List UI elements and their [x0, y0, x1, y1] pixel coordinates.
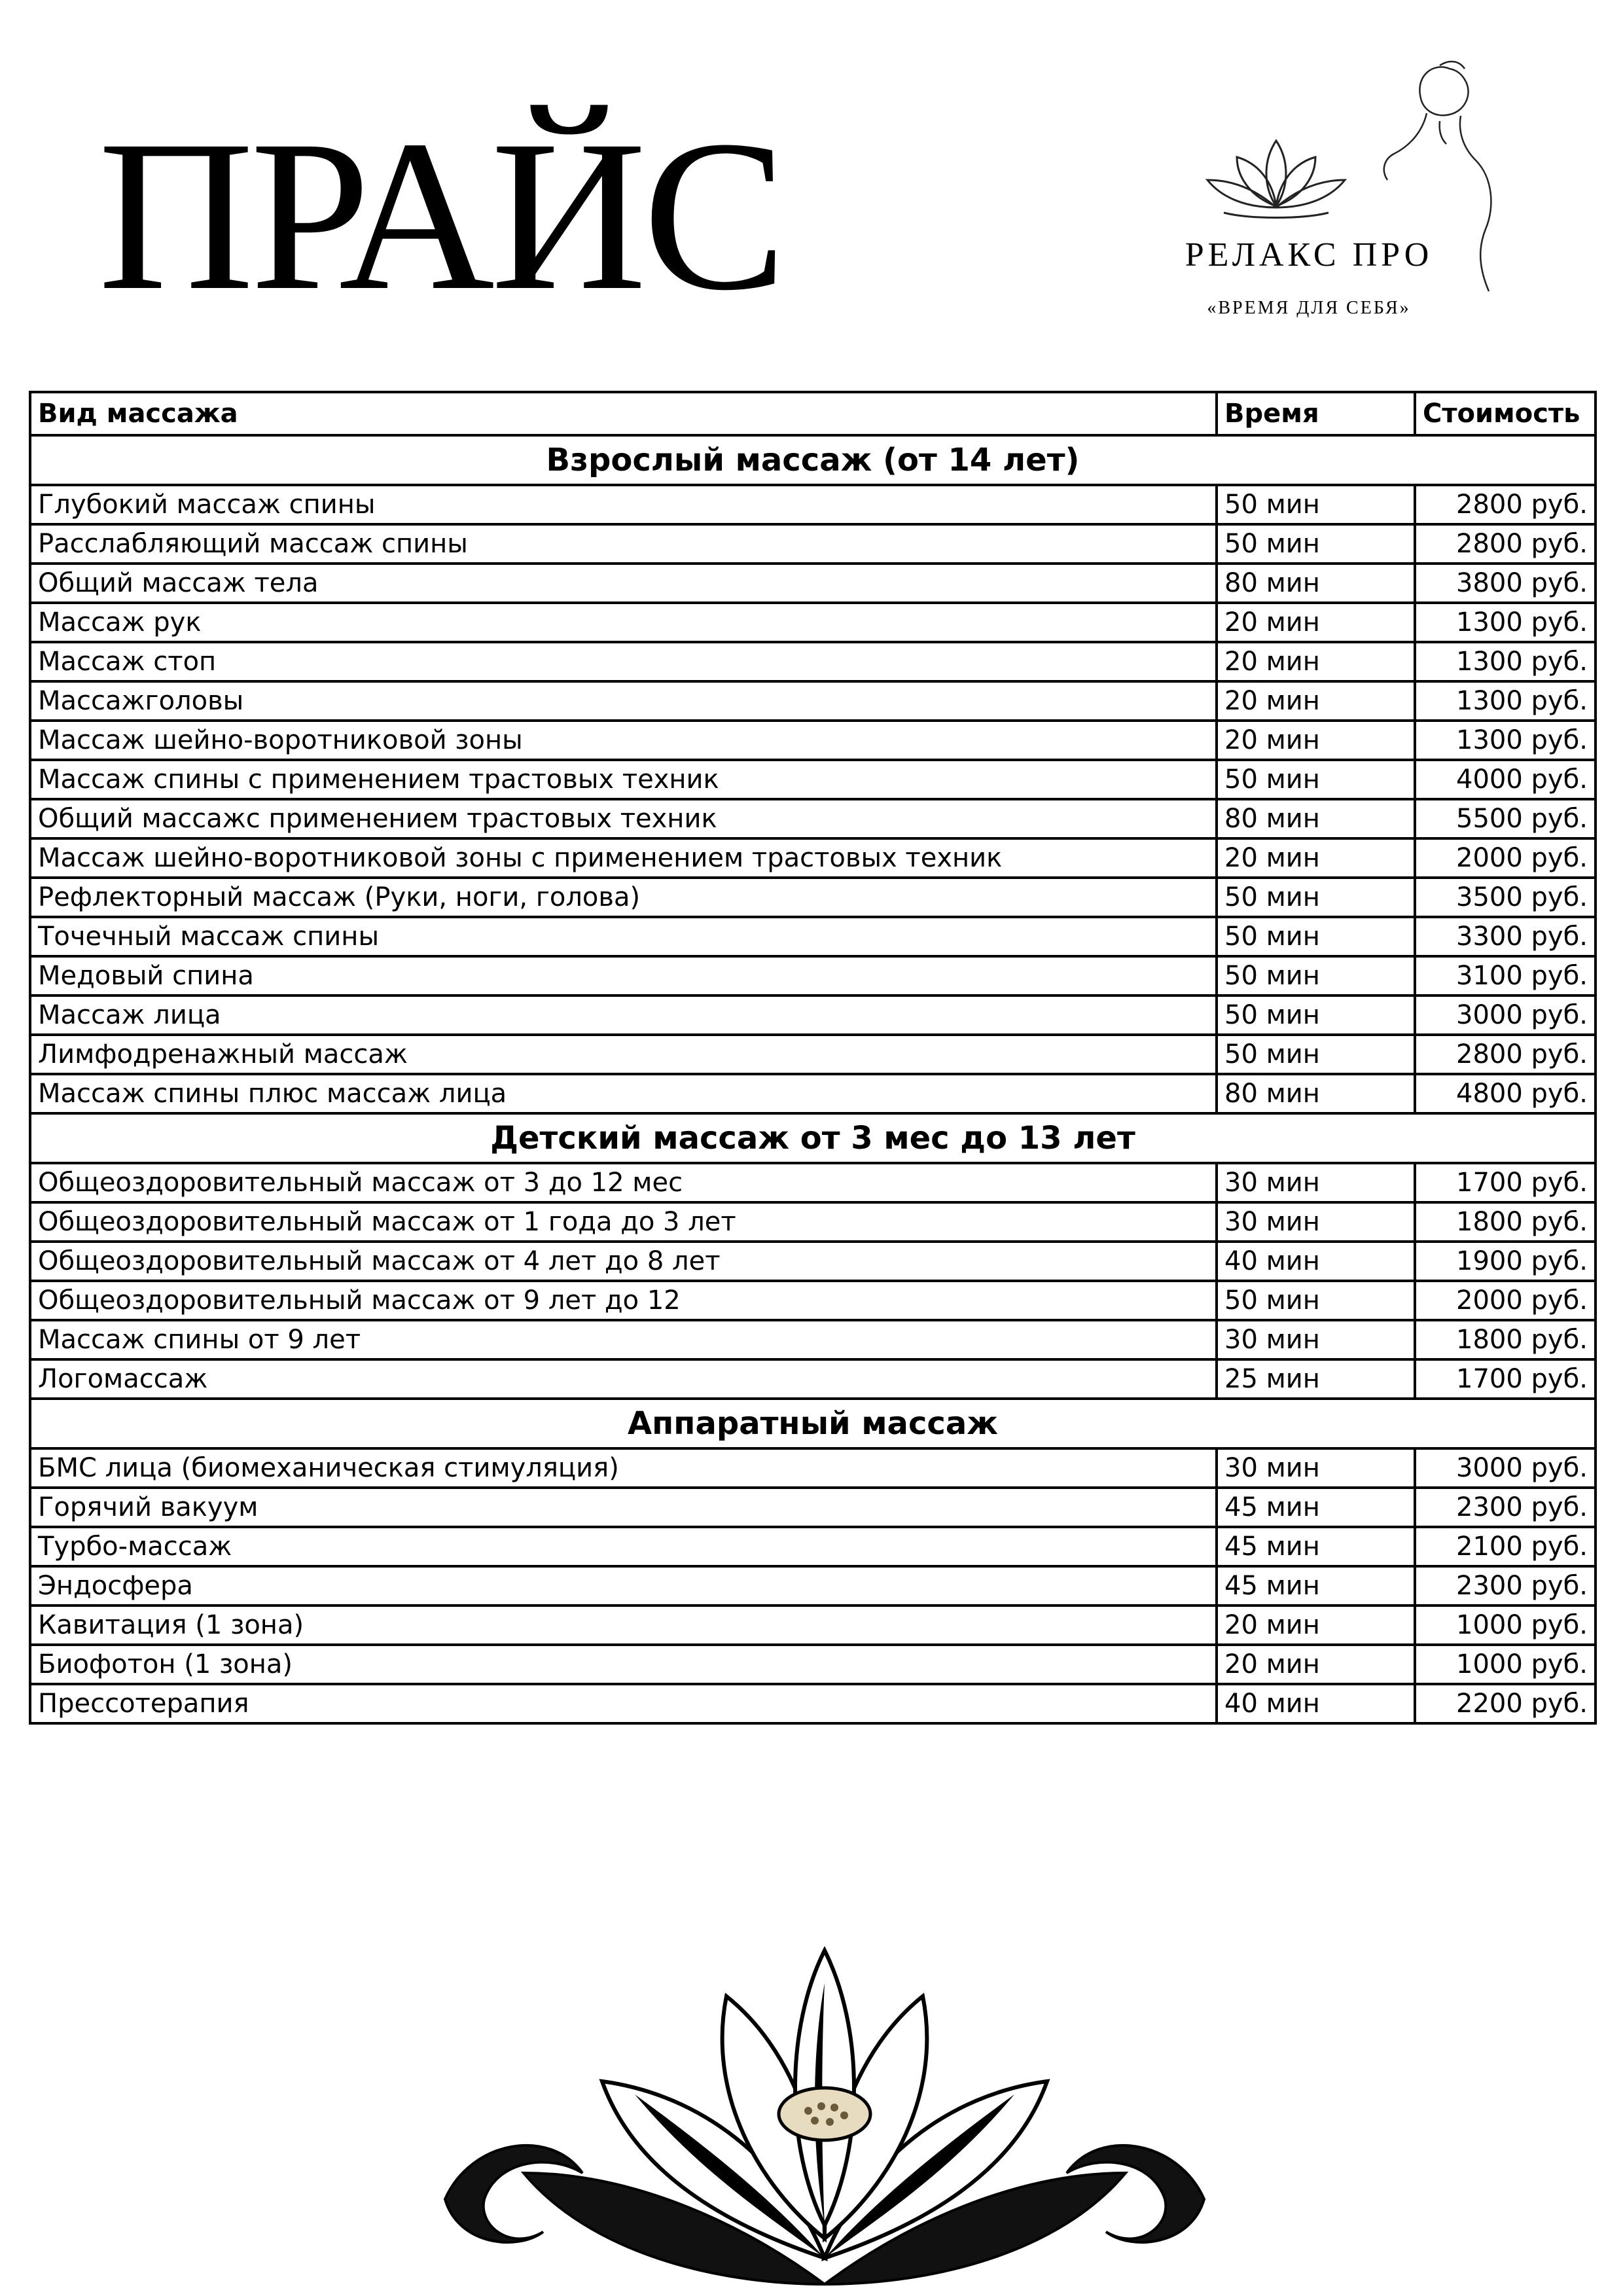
price-cell: 3000 руб.: [1415, 996, 1596, 1035]
time-cell: 20 мин: [1217, 1605, 1415, 1645]
price-table-body: [30, 435, 1596, 1723]
service-cell: Расслабляющий массаж спины: [30, 524, 1217, 564]
time-cell: 20 мин: [1217, 838, 1415, 878]
time-cell: 80 мин: [1217, 799, 1415, 838]
table-row: [30, 1320, 1596, 1359]
time-cell: 20 мин: [1217, 681, 1415, 721]
service-cell: Логомассаж: [30, 1359, 1217, 1399]
table-row: [30, 485, 1596, 524]
service-cell: Турбо-массаж: [30, 1527, 1217, 1566]
table-row: [30, 1242, 1596, 1281]
service-cell: Биофотон (1 зона): [30, 1645, 1217, 1684]
price-cell: 3100 руб.: [1415, 956, 1596, 996]
section-row: [30, 435, 1596, 485]
price-cell: 1300 руб.: [1415, 681, 1596, 721]
header-price: Стоимость: [1415, 392, 1596, 435]
price-cell: 1800 руб.: [1415, 1320, 1596, 1359]
price-cell: 3000 руб.: [1415, 1448, 1596, 1488]
table-row: [30, 1202, 1596, 1242]
service-cell: Общеоздоровительный массаж от 9 лет до 12: [30, 1281, 1217, 1320]
table-row: [30, 564, 1596, 603]
header-service: Вид массажа: [30, 392, 1217, 435]
time-cell: 50 мин: [1217, 917, 1415, 956]
table-row: [30, 996, 1596, 1035]
table-row: [30, 1566, 1596, 1605]
table-row: [30, 1684, 1596, 1723]
price-cell: 2300 руб.: [1415, 1566, 1596, 1605]
time-cell: 80 мин: [1217, 564, 1415, 603]
price-cell: 1000 руб.: [1415, 1645, 1596, 1684]
time-cell: 45 мин: [1217, 1527, 1415, 1566]
price-cell: 2100 руб.: [1415, 1527, 1596, 1566]
section-title: Аппаратный массаж: [30, 1399, 1596, 1448]
section-title: Взрослый массаж (от 14 лет): [30, 435, 1596, 485]
service-cell: Массаж рук: [30, 603, 1217, 642]
service-cell: БМС лица (биомеханическая стимуляция): [30, 1448, 1217, 1488]
service-cell: Общий массажс применением трастовых техник: [30, 799, 1217, 838]
page-title: ПРАЙС: [98, 96, 783, 335]
time-cell: 50 мин: [1217, 1035, 1415, 1074]
price-cell: 1900 руб.: [1415, 1242, 1596, 1281]
time-cell: 40 мин: [1217, 1242, 1415, 1281]
service-cell: Рефлекторный массаж (Руки, ноги, голова): [30, 878, 1217, 917]
time-cell: 40 мин: [1217, 1684, 1415, 1723]
table-row: [30, 1605, 1596, 1645]
table-row: [30, 681, 1596, 721]
service-cell: Точечный массаж спины: [30, 917, 1217, 956]
price-cell: 1000 руб.: [1415, 1605, 1596, 1645]
time-cell: 30 мин: [1217, 1202, 1415, 1242]
price-cell: 1300 руб.: [1415, 721, 1596, 760]
section-title: Детский массаж от 3 мес до 13 лет: [30, 1113, 1596, 1163]
time-cell: 20 мин: [1217, 721, 1415, 760]
price-cell: 2300 руб.: [1415, 1488, 1596, 1527]
time-cell: 30 мин: [1217, 1320, 1415, 1359]
price-cell: 1300 руб.: [1415, 603, 1596, 642]
table-row: [30, 760, 1596, 799]
service-cell: Массаж спины плюс массаж лица: [30, 1074, 1217, 1113]
logo-tagline: «ВРЕМЯ ДЛЯ СЕБЯ»: [1207, 298, 1411, 318]
price-cell: 2800 руб.: [1415, 524, 1596, 564]
time-cell: 45 мин: [1217, 1566, 1415, 1605]
table-row: [30, 524, 1596, 564]
table-row: [30, 1488, 1596, 1527]
time-cell: 50 мин: [1217, 878, 1415, 917]
lotus-outline-icon: [1207, 141, 1345, 218]
service-cell: Общий массаж тела: [30, 564, 1217, 603]
service-cell: Массаж стоп: [30, 642, 1217, 681]
time-cell: 30 мин: [1217, 1448, 1415, 1488]
service-cell: Массажголовы: [30, 681, 1217, 721]
table-row: [30, 603, 1596, 642]
table-row: [30, 1448, 1596, 1488]
table-row: [30, 1035, 1596, 1074]
service-cell: Массаж шейно-воротниковой зоны: [30, 721, 1217, 760]
table-row: [30, 642, 1596, 681]
price-cell: 2000 руб.: [1415, 1281, 1596, 1320]
service-cell: Общеоздоровительный массаж от 1 года до 3 лет: [30, 1202, 1217, 1242]
service-cell: Общеоздоровительный массаж от 3 до 12 мес: [30, 1163, 1217, 1202]
table-row: [30, 1281, 1596, 1320]
service-cell: Массаж лица: [30, 996, 1217, 1035]
price-cell: 5500 руб.: [1415, 799, 1596, 838]
price-cell: 2800 руб.: [1415, 485, 1596, 524]
time-cell: 25 мин: [1217, 1359, 1415, 1399]
table-row: [30, 1163, 1596, 1202]
table-header-row: [30, 392, 1596, 435]
table-row: [30, 1359, 1596, 1399]
price-cell: 2200 руб.: [1415, 1684, 1596, 1723]
time-cell: 45 мин: [1217, 1488, 1415, 1527]
table-row: [30, 917, 1596, 956]
price-cell: 3500 руб.: [1415, 878, 1596, 917]
service-cell: Массаж шейно-воротниковой зоны с применением трастовых техник: [30, 838, 1217, 878]
time-cell: 20 мин: [1217, 1645, 1415, 1684]
table-row: [30, 1527, 1596, 1566]
price-cell: 2000 руб.: [1415, 838, 1596, 878]
table-row: [30, 721, 1596, 760]
service-cell: Кавитация (1 зона): [30, 1605, 1217, 1645]
price-cell: 1700 руб.: [1415, 1359, 1596, 1399]
header-time: Время: [1217, 392, 1415, 435]
table-row: [30, 838, 1596, 878]
time-cell: 50 мин: [1217, 485, 1415, 524]
service-cell: Массаж спины с применением трастовых техник: [30, 760, 1217, 799]
price-cell: 1800 руб.: [1415, 1202, 1596, 1242]
time-cell: 50 мин: [1217, 524, 1415, 564]
time-cell: 50 мин: [1217, 760, 1415, 799]
lotus-flower-icon: [419, 1833, 1230, 2296]
time-cell: 50 мин: [1217, 956, 1415, 996]
table-row: [30, 878, 1596, 917]
time-cell: 80 мин: [1217, 1074, 1415, 1113]
time-cell: 50 мин: [1217, 996, 1415, 1035]
service-cell: Общеоздоровительный массаж от 4 лет до 8 лет: [30, 1242, 1217, 1281]
price-cell: 3300 руб.: [1415, 917, 1596, 956]
logo: [1152, 56, 1518, 324]
service-cell: Лимфодренажный массаж: [30, 1035, 1217, 1074]
price-cell: 1300 руб.: [1415, 642, 1596, 681]
section-row: [30, 1113, 1596, 1163]
time-cell: 20 мин: [1217, 603, 1415, 642]
price-table: [29, 391, 1597, 1725]
table-row: [30, 1645, 1596, 1684]
price-cell: 1700 руб.: [1415, 1163, 1596, 1202]
time-cell: 30 мин: [1217, 1163, 1415, 1202]
price-cell: 4000 руб.: [1415, 760, 1596, 799]
logo-name: РЕЛАКС ПРО: [1185, 236, 1433, 274]
table-row: [30, 799, 1596, 838]
service-cell: Эндосфера: [30, 1566, 1217, 1605]
price-cell: 3800 руб.: [1415, 564, 1596, 603]
table-row: [30, 956, 1596, 996]
service-cell: Массаж спины от 9 лет: [30, 1320, 1217, 1359]
service-cell: Горячий вакуум: [30, 1488, 1217, 1527]
section-row: [30, 1399, 1596, 1448]
service-cell: Медовый спина: [30, 956, 1217, 996]
time-cell: 20 мин: [1217, 642, 1415, 681]
table-row: [30, 1074, 1596, 1113]
price-cell: 2800 руб.: [1415, 1035, 1596, 1074]
time-cell: 50 мин: [1217, 1281, 1415, 1320]
service-cell: Прессотерапия: [30, 1684, 1217, 1723]
price-cell: 4800 руб.: [1415, 1074, 1596, 1113]
service-cell: Глубокий массаж спины: [30, 485, 1217, 524]
